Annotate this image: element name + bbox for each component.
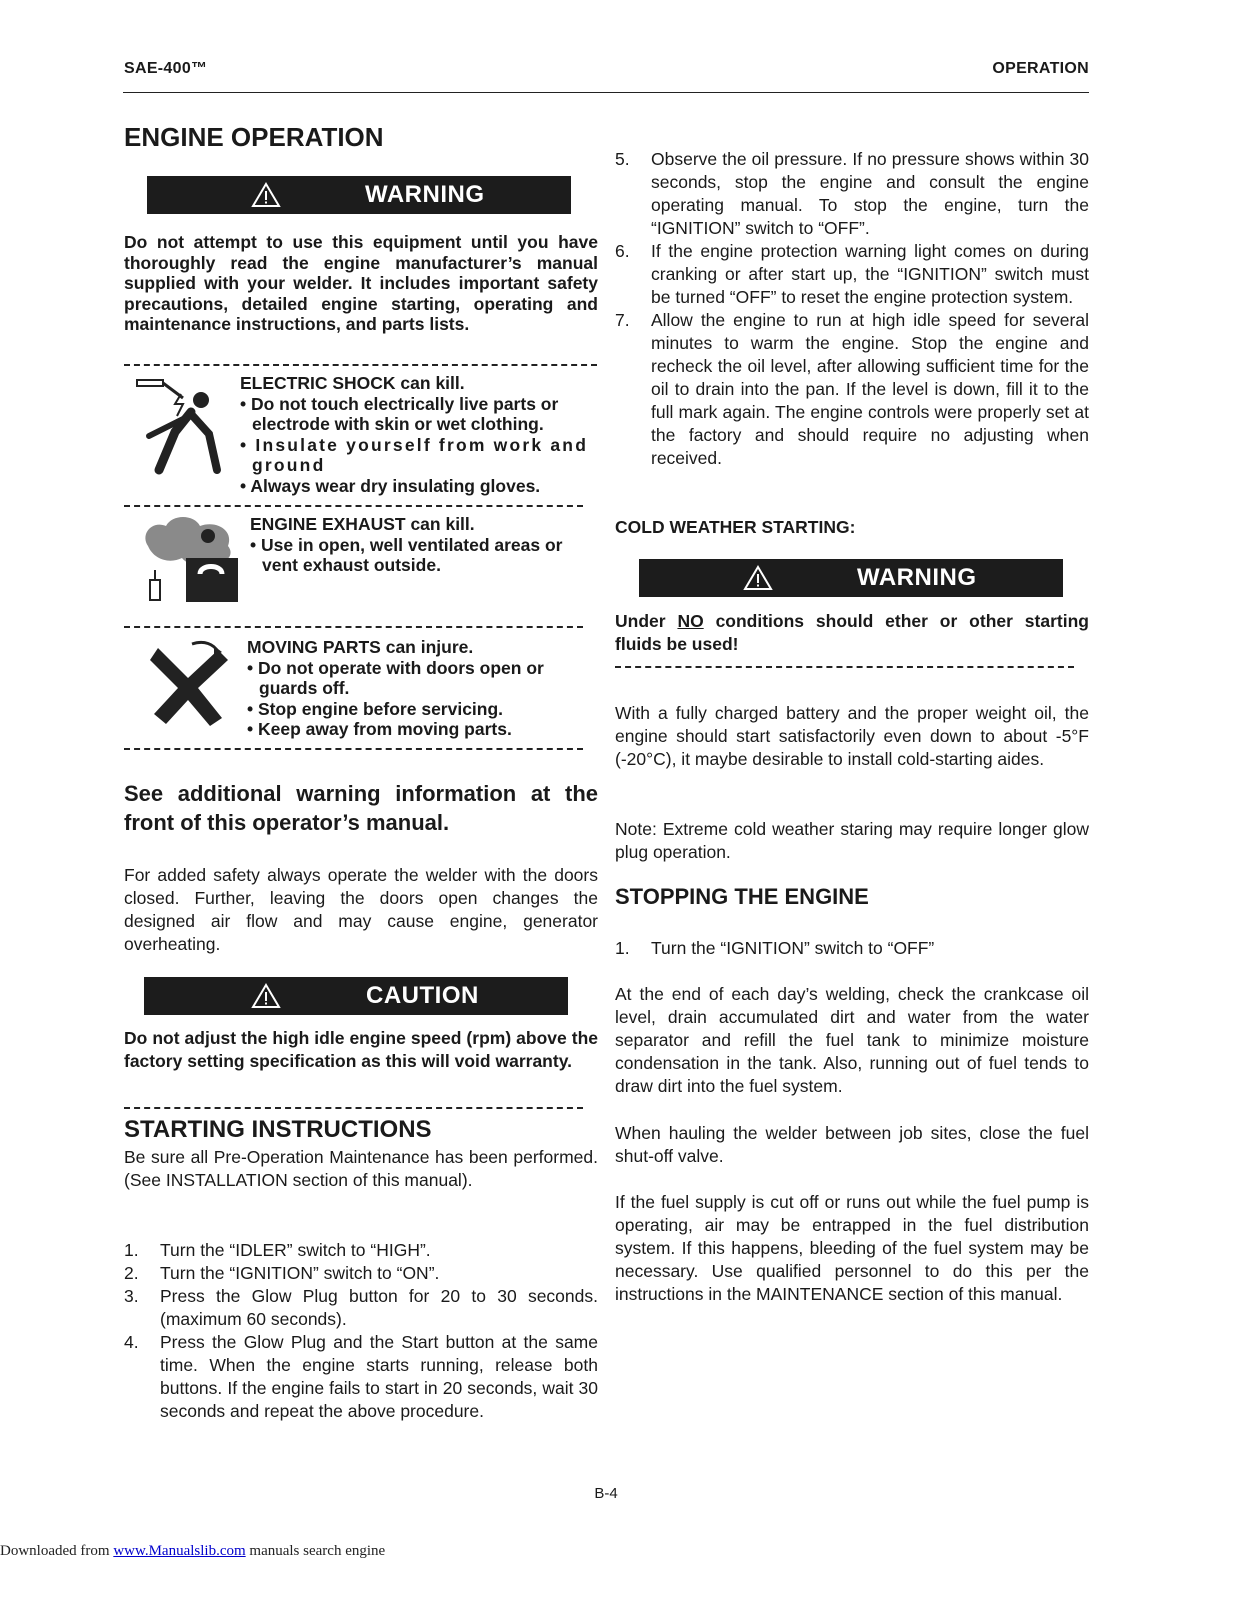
end-of-day-paragraph: At the end of each day’s welding, check the crankcase oil level, drain accumulated dirt and water from the water separator and refill the fuel tank to minimize moisture condensation in the tank. Also, running out of fuel tends to draw dirt into the fuel system. <box>615 984 1089 1096</box>
stopping-engine-heading: STOPPING THE ENGINE <box>615 884 869 909</box>
starting-steps-continued <box>615 148 1089 470</box>
cold-weather-note: Note: Extreme cold weather staring may require longer glow plug operation. <box>615 819 1089 862</box>
dashed-divider <box>615 666 1074 668</box>
list-item: 1. Turn the “IDLER” switch to “HIGH”. <box>124 1240 431 1260</box>
warning-banner: WARNING <box>147 176 571 214</box>
manualslib-link[interactable]: www.Manualslib.com <box>113 1543 246 1559</box>
list-item: 6. If the engine protection warning light comes on during cranking or after start up, the “IGNITION” switch must be turned “OFF” to reset the engine protection system. <box>615 241 1089 307</box>
list-item: 1. Turn the “IGNITION” switch to “OFF” <box>615 938 935 958</box>
safety-paragraph: For added safety always operate the welder with the doors closed. Further, leaving the doors open changes the designed air flow and may cause engine, generator overheating. <box>124 865 598 954</box>
running-header-model: SAE-400™ <box>124 60 208 77</box>
hazard-moving-parts: MOVING PARTS can injure. • Do not operate with doors open or guards off. • Stop engine before servicing. • Keep away from moving parts. <box>247 637 544 739</box>
dashed-divider <box>124 364 597 366</box>
warning-text: Do not attempt to use this equipment until you have thoroughly read the engine manufacturer’s manual supplied with your welder. It includes important safety precautions, detailed engine starting, operating and maintenance instructions, and parts lists. <box>124 232 598 334</box>
see-additional-warning: See additional warning information at the front of this operator’s manual. <box>124 781 598 835</box>
list-item: 7. Allow the engine to run at high idle speed for several minutes to warm the engine. Stop the engine and recheck the oil level, after allowing sufficient time for the oil to drain into the pan. If the level is down, fill it to the full mark again. The engine controls were properly set at the factory and should require no adjusting when received. <box>615 310 1089 468</box>
dashed-divider <box>124 505 583 507</box>
dashed-divider <box>124 748 583 750</box>
hazard-electric-shock: ELECTRIC SHOCK can kill. • Do not touch electrically live parts or electrode with skin or wet clothing. • Insulate yourself from work and ground • Always wear dry insulating gloves. <box>240 373 589 496</box>
dashed-divider <box>124 626 583 628</box>
cold-weather-heading: COLD WEATHER STARTING: <box>615 517 856 537</box>
list-item: 2. Turn the “IGNITION” switch to “ON”. <box>124 1263 440 1283</box>
page-title: ENGINE OPERATION <box>124 122 384 152</box>
hazard-engine-exhaust: ENGINE EXHAUST can kill. • Use in open, well ventilated areas or vent exhaust outside. <box>250 514 563 575</box>
starting-steps <box>124 1239 598 1423</box>
download-footer: Downloaded from www.Manualslib.com manuals search engine <box>0 1543 386 1559</box>
caution-banner: CAUTION <box>144 977 568 1015</box>
engine-exhaust-icon <box>138 514 242 606</box>
warning-triangle-icon <box>251 182 281 208</box>
stopping-steps <box>615 937 1089 960</box>
hauling-paragraph: When hauling the welder between job sites, close the fuel shut-off valve. <box>615 1123 1089 1166</box>
starting-instructions-heading: STARTING INSTRUCTIONS <box>124 1116 432 1143</box>
cold-warning-text: Under NO conditions should ether or other starting fluids be used! <box>615 611 1089 654</box>
list-item: 4. Press the Glow Plug and the Start button at the same time. When the engine starts running, release both buttons. If the engine fails to start in 20 seconds, wait 30 seconds and repeat the above procedure. <box>124 1332 598 1421</box>
electric-shock-icon <box>129 374 225 486</box>
starting-intro: Be sure all Pre-Operation Maintenance has been performed. (See INSTALLATION section of this manual). <box>124 1147 598 1190</box>
fuel-supply-paragraph: If the fuel supply is cut off or runs out while the fuel pump is operating, air may be entrapped in the fuel distribution system. If this happens, bleeding of the fuel system may be necessary. Use qualified personnel to do this per the instructions in the MAINTENANCE section of this manual. <box>615 1192 1089 1304</box>
moving-parts-icon <box>148 638 234 728</box>
header-rule <box>123 92 1089 93</box>
cold-weather-paragraph: With a fully charged battery and the proper weight oil, the engine should start satisfactorily even down to about -5°F (-20°C), it maybe desirable to install cold-starting aides. <box>615 703 1089 769</box>
warning-triangle-icon <box>251 983 281 1009</box>
list-item: 3. Press the Glow Plug button for 20 to 30 seconds. (maximum 60 seconds). <box>124 1286 598 1329</box>
page-number: B-4 <box>594 1485 618 1502</box>
dashed-divider <box>124 1107 583 1109</box>
warning-banner-cold: WARNING <box>639 559 1063 597</box>
warning-triangle-icon <box>743 565 773 591</box>
list-item: 5. Observe the oil pressure. If no pressure shows within 30 seconds, stop the engine and consult the engine operating manual. To stop the engine, turn the “IGNITION” switch to “OFF”. <box>615 149 1089 238</box>
running-header-section: OPERATION <box>992 60 1089 77</box>
caution-text: Do not adjust the high idle engine speed (rpm) above the factory setting specification as this will void warranty. <box>124 1028 598 1071</box>
